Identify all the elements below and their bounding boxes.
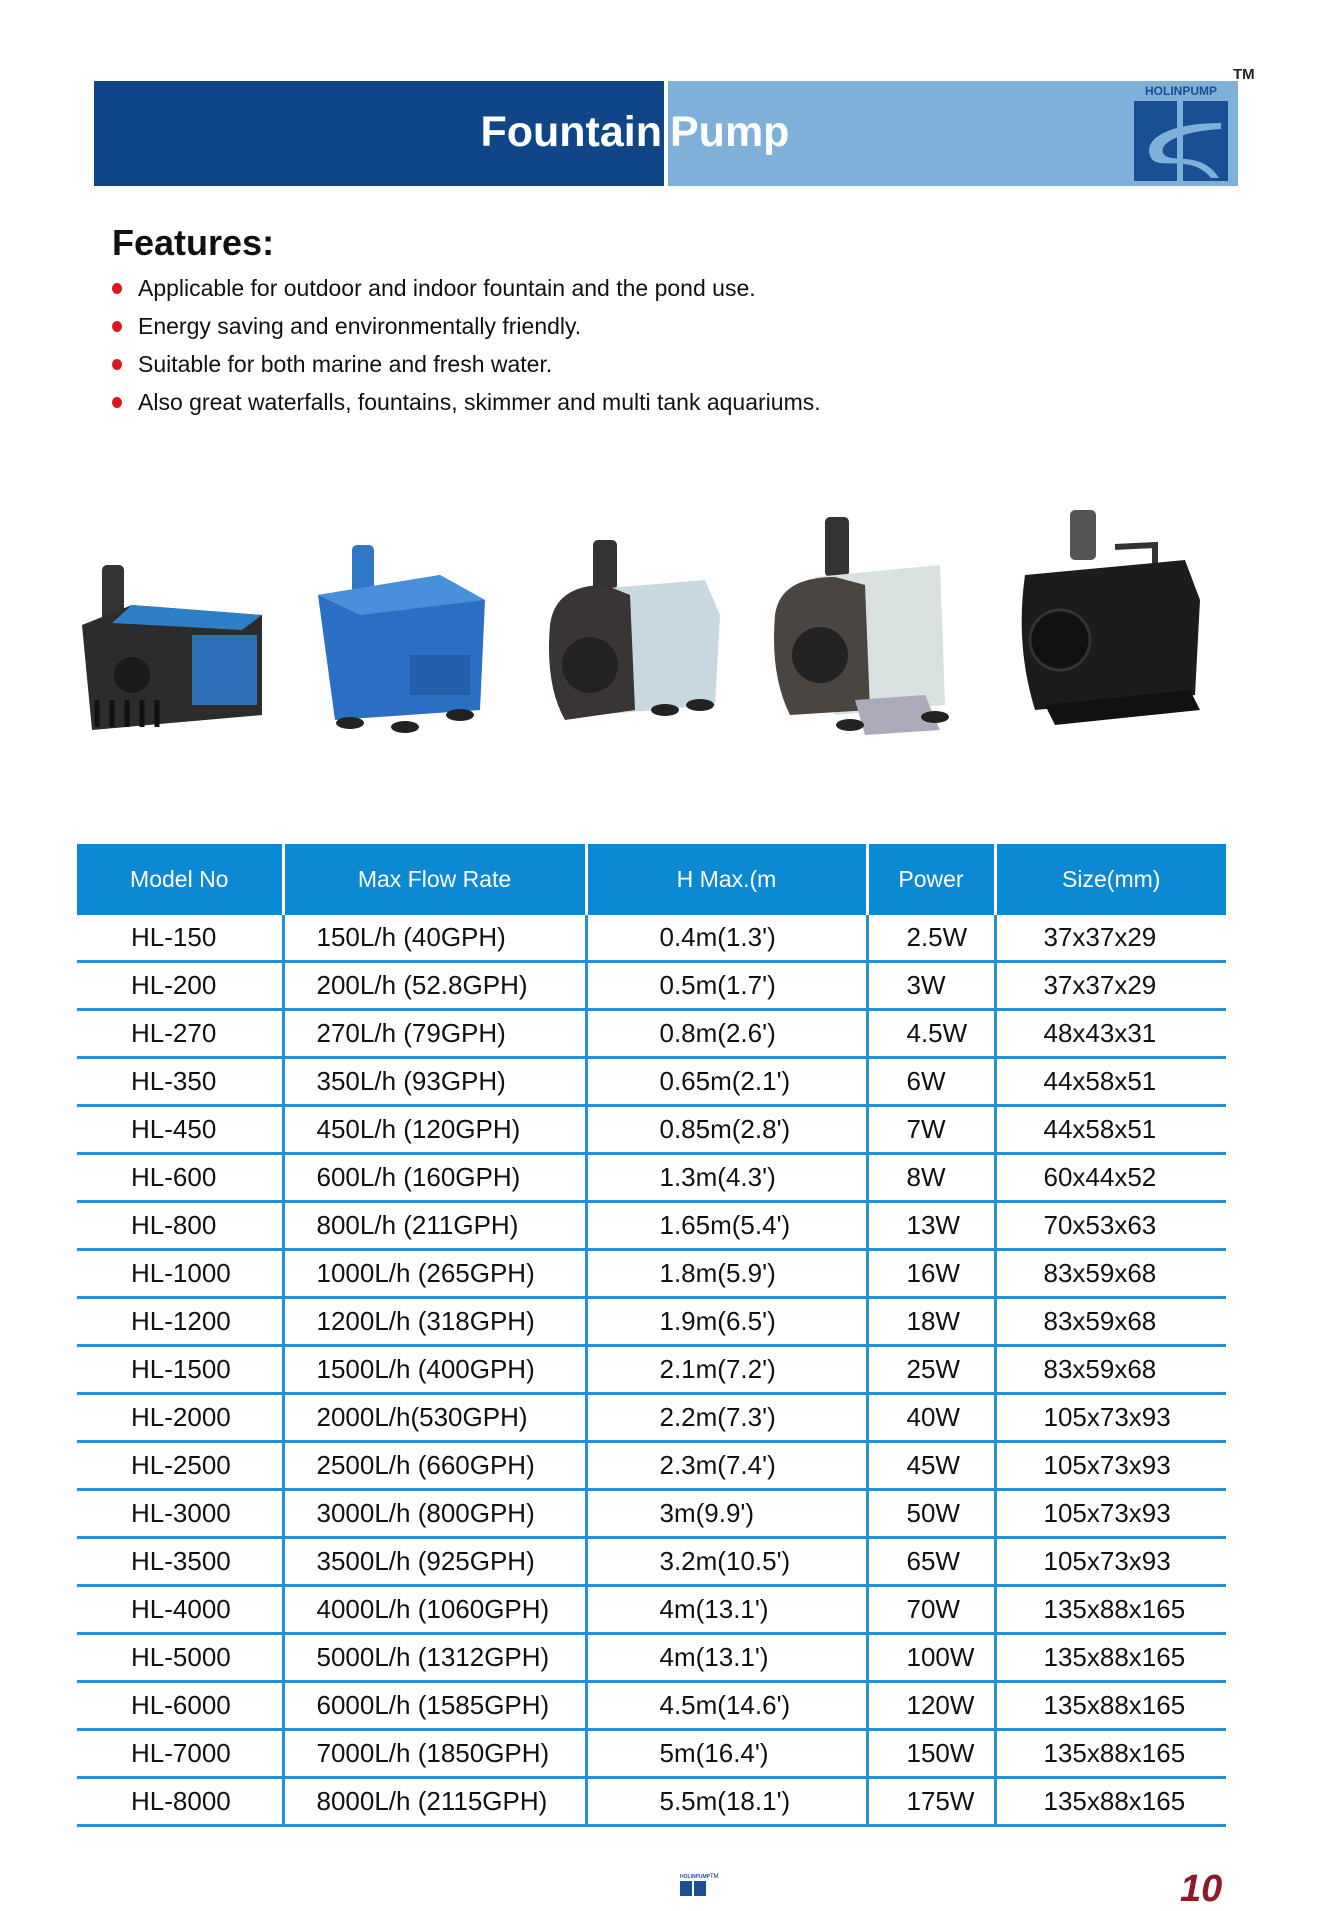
cell-model-no: HL-3000: [77, 1490, 283, 1538]
page-title-pump: Pump: [670, 108, 790, 156]
cell-max-flow-rate: 4000L/h (1060GPH): [283, 1586, 586, 1634]
cell-model-no: HL-8000: [77, 1778, 283, 1826]
page-number: 10: [1180, 1868, 1223, 1910]
cell-power: 70W: [867, 1586, 995, 1634]
cell-power: 25W: [867, 1346, 995, 1394]
feature-text: Suitable for both marine and fresh water.: [138, 351, 553, 377]
table-row: [77, 1250, 1226, 1298]
table-row: [77, 1106, 1226, 1154]
cell-model-no: HL-2000: [77, 1394, 283, 1442]
cell-model-no: HL-6000: [77, 1682, 283, 1730]
features-heading: Features:: [112, 222, 275, 263]
cell-size: 105x73x93: [995, 1538, 1226, 1586]
cell-h-max: 1.8m(5.9'): [586, 1250, 867, 1298]
pump-image-1: [72, 505, 272, 745]
cell-power: 13W: [867, 1202, 995, 1250]
trademark-symbol: TM: [1233, 66, 1255, 83]
pump-image-5: [1005, 505, 1205, 745]
cell-model-no: HL-1500: [77, 1346, 283, 1394]
cell-power: 4.5W: [867, 1010, 995, 1058]
cell-model-no: HL-150: [77, 915, 283, 962]
cell-power: 16W: [867, 1250, 995, 1298]
cell-h-max: 2.1m(7.2'): [586, 1346, 867, 1394]
table-row: [77, 1394, 1226, 1442]
cell-h-max: 4m(13.1'): [586, 1634, 867, 1682]
header-max-flow-rate: Max Flow Rate: [283, 844, 586, 915]
cell-power: 6W: [867, 1058, 995, 1106]
cell-max-flow-rate: 600L/h (160GPH): [283, 1154, 586, 1202]
cell-size: 48x43x31: [995, 1010, 1226, 1058]
table-row: [77, 1634, 1226, 1682]
svg-text:HOLINPUMP: HOLINPUMP: [1145, 84, 1217, 98]
cell-size: 105x73x93: [995, 1490, 1226, 1538]
cell-h-max: 5.5m(18.1'): [586, 1778, 867, 1826]
cell-h-max: 0.4m(1.3'): [586, 915, 867, 962]
cell-h-max: 1.3m(4.3'): [586, 1154, 867, 1202]
cell-size: 37x37x29: [995, 915, 1226, 962]
cell-size: 37x37x29: [995, 962, 1226, 1010]
cell-h-max: 2.3m(7.4'): [586, 1442, 867, 1490]
pump-image-3: [535, 505, 735, 745]
cell-max-flow-rate: 2500L/h (660GPH): [283, 1442, 586, 1490]
cell-model-no: HL-7000: [77, 1730, 283, 1778]
cell-max-flow-rate: 1000L/h (265GPH): [283, 1250, 586, 1298]
cell-power: 40W: [867, 1394, 995, 1442]
cell-model-no: HL-200: [77, 962, 283, 1010]
cell-h-max: 0.5m(1.7'): [586, 962, 867, 1010]
cell-power: 65W: [867, 1538, 995, 1586]
table-row: [77, 1202, 1226, 1250]
header-h-max: H Max.(m: [586, 844, 867, 915]
pump-spec-table: [77, 844, 1226, 1827]
table-row: [77, 1586, 1226, 1634]
header-size: Size(mm): [995, 844, 1226, 915]
table-row: [77, 1442, 1226, 1490]
cell-max-flow-rate: 6000L/h (1585GPH): [283, 1682, 586, 1730]
cell-h-max: 5m(16.4'): [586, 1730, 867, 1778]
feature-item: [112, 351, 552, 378]
cell-h-max: 2.2m(7.3'): [586, 1394, 867, 1442]
cell-model-no: HL-1000: [77, 1250, 283, 1298]
cell-max-flow-rate: 200L/h (52.8GPH): [283, 962, 586, 1010]
cell-power: 120W: [867, 1682, 995, 1730]
cell-size: 105x73x93: [995, 1442, 1226, 1490]
cell-h-max: 3m(9.9'): [586, 1490, 867, 1538]
cell-model-no: HL-270: [77, 1010, 283, 1058]
cell-h-max: 0.8m(2.6'): [586, 1010, 867, 1058]
cell-power: 175W: [867, 1778, 995, 1826]
cell-max-flow-rate: 150L/h (40GPH): [283, 915, 586, 962]
feature-text: Also great waterfalls, fountains, skimmer and multi tank aquariums.: [138, 389, 821, 415]
table-row: [77, 962, 1226, 1010]
cell-h-max: 1.9m(6.5'): [586, 1298, 867, 1346]
cell-max-flow-rate: 3500L/h (925GPH): [283, 1538, 586, 1586]
cell-model-no: HL-450: [77, 1106, 283, 1154]
cell-max-flow-rate: 1200L/h (318GPH): [283, 1298, 586, 1346]
table-row: [77, 1346, 1226, 1394]
cell-model-no: HL-4000: [77, 1586, 283, 1634]
cell-size: 60x44x52: [995, 1154, 1226, 1202]
cell-size: 135x88x165: [995, 1778, 1226, 1826]
cell-size: 83x59x68: [995, 1250, 1226, 1298]
cell-max-flow-rate: 3000L/h (800GPH): [283, 1490, 586, 1538]
table-row: [77, 1538, 1226, 1586]
cell-size: 83x59x68: [995, 1298, 1226, 1346]
table-row: [77, 1010, 1226, 1058]
cell-model-no: HL-800: [77, 1202, 283, 1250]
cell-power: 2.5W: [867, 915, 995, 962]
pump-image-2: [300, 505, 500, 745]
cell-h-max: 0.85m(2.8'): [586, 1106, 867, 1154]
cell-max-flow-rate: 8000L/h (2115GPH): [283, 1778, 586, 1826]
cell-max-flow-rate: 5000L/h (1312GPH): [283, 1634, 586, 1682]
cell-h-max: 4.5m(14.6'): [586, 1682, 867, 1730]
header-model-no: Model No: [77, 844, 283, 915]
cell-model-no: HL-2500: [77, 1442, 283, 1490]
header-power: Power: [867, 844, 995, 915]
cell-model-no: HL-1200: [77, 1298, 283, 1346]
cell-model-no: HL-350: [77, 1058, 283, 1106]
cell-max-flow-rate: 2000L/h(530GPH): [283, 1394, 586, 1442]
cell-model-no: HL-3500: [77, 1538, 283, 1586]
feature-item: [112, 275, 756, 302]
cell-power: 7W: [867, 1106, 995, 1154]
table-header-row: [77, 844, 1226, 915]
cell-size: 135x88x165: [995, 1682, 1226, 1730]
cell-size: 44x58x51: [995, 1058, 1226, 1106]
pump-image-4: [765, 505, 965, 745]
cell-max-flow-rate: 7000L/h (1850GPH): [283, 1730, 586, 1778]
cell-size: 135x88x165: [995, 1634, 1226, 1682]
cell-max-flow-rate: 270L/h (79GPH): [283, 1010, 586, 1058]
cell-max-flow-rate: 350L/h (93GPH): [283, 1058, 586, 1106]
cell-size: 135x88x165: [995, 1730, 1226, 1778]
cell-power: 18W: [867, 1298, 995, 1346]
cell-h-max: 3.2m(10.5'): [586, 1538, 867, 1586]
table-row: [77, 1298, 1226, 1346]
cell-model-no: HL-600: [77, 1154, 283, 1202]
cell-h-max: 0.65m(2.1'): [586, 1058, 867, 1106]
table-row: [77, 915, 1226, 962]
cell-max-flow-rate: 450L/h (120GPH): [283, 1106, 586, 1154]
cell-h-max: 4m(13.1'): [586, 1586, 867, 1634]
bullet-icon: [112, 397, 122, 408]
cell-max-flow-rate: 1500L/h (400GPH): [283, 1346, 586, 1394]
cell-power: 150W: [867, 1730, 995, 1778]
cell-power: 50W: [867, 1490, 995, 1538]
page-title-fountain: Fountain: [480, 108, 662, 156]
cell-power: 8W: [867, 1154, 995, 1202]
cell-max-flow-rate: 800L/h (211GPH): [283, 1202, 586, 1250]
feature-text: Energy saving and environmentally friendly.: [138, 313, 582, 339]
table-row: [77, 1058, 1226, 1106]
holinpump-logo: [1131, 83, 1231, 183]
table-row: [77, 1682, 1226, 1730]
bullet-icon: [112, 321, 122, 332]
feature-text: Applicable for outdoor and indoor fountain and the pond use.: [138, 275, 756, 301]
cell-power: 100W: [867, 1634, 995, 1682]
table-row: [77, 1778, 1226, 1826]
table-row: [77, 1730, 1226, 1778]
bullet-icon: [112, 283, 122, 294]
svg-text:TM: TM: [710, 1874, 719, 1880]
cell-power: 45W: [867, 1442, 995, 1490]
cell-size: 83x59x68: [995, 1346, 1226, 1394]
feature-item: [112, 389, 821, 416]
cell-power: 3W: [867, 962, 995, 1010]
cell-model-no: HL-5000: [77, 1634, 283, 1682]
svg-text:HOLINPUMP: HOLINPUMP: [680, 1874, 710, 1880]
table-row: [77, 1154, 1226, 1202]
cell-size: 135x88x165: [995, 1586, 1226, 1634]
feature-item: [112, 313, 581, 340]
table-row: [77, 1490, 1226, 1538]
cell-size: 105x73x93: [995, 1394, 1226, 1442]
cell-size: 44x58x51: [995, 1106, 1226, 1154]
cell-size: 70x53x63: [995, 1202, 1226, 1250]
cell-h-max: 1.65m(5.4'): [586, 1202, 867, 1250]
bullet-icon: [112, 359, 122, 370]
footer-logo: [679, 1872, 723, 1901]
